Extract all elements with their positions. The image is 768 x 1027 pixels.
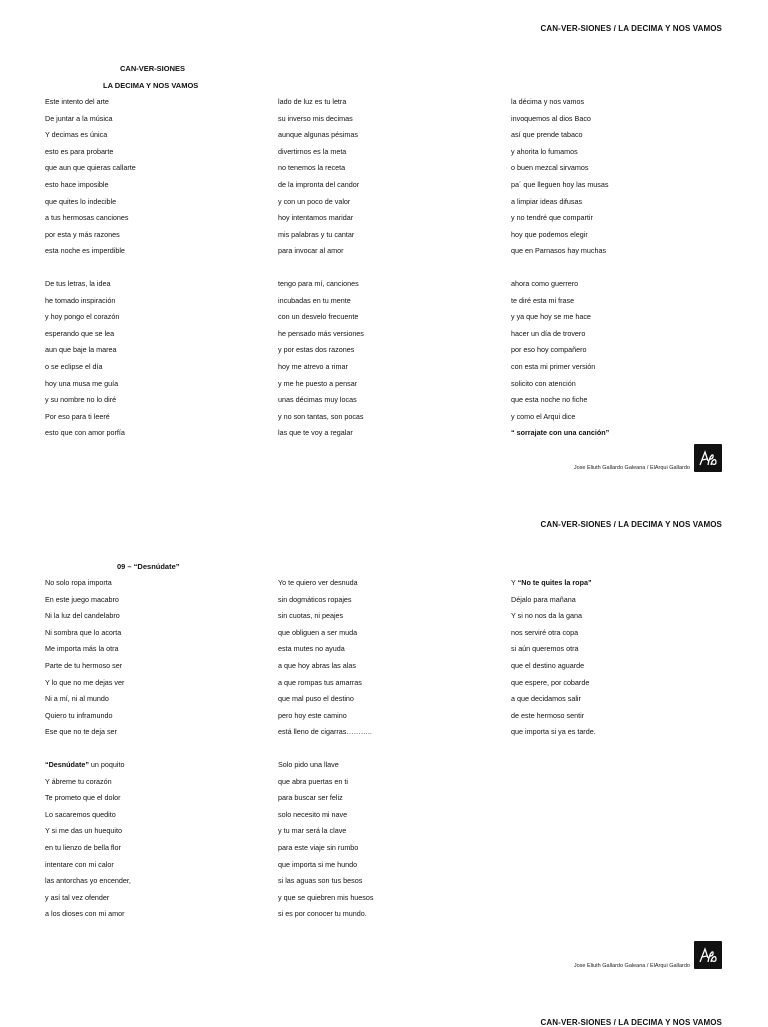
verse-line: nos serviré otra copa: [511, 627, 579, 637]
verse-line: sin dogmáticos ropajes: [278, 594, 352, 604]
verse-line: en tu lienzo de bella flor: [45, 842, 121, 852]
verse-line: De tus letras, la idea: [45, 278, 111, 288]
page-header: CAN-VER-SIONES / LA DECIMA Y NOS VAMOS: [540, 520, 722, 529]
verse-line: Parte de tu hermoso ser: [45, 660, 123, 670]
verse-line: Y decimas es única: [45, 130, 108, 140]
verse-line: esta mutes no ayuda: [278, 644, 345, 654]
author-credit: Jose Eliuth Gallardo Galeana / ElArqui Gallardo: [573, 465, 690, 471]
song-title: 09 – “Desnúdate”: [117, 562, 180, 571]
verse-text: un poquito: [88, 759, 125, 769]
verse-line: y tu mar será la clave: [278, 826, 347, 836]
verse-line: mis palabras y tu cantar: [278, 229, 355, 239]
poem-column-3: [511, 94, 731, 442]
verse-line: no tenemos la receta: [278, 163, 346, 173]
signature-logo-icon: [696, 446, 720, 470]
verse-line: Solo pido una llave: [278, 759, 339, 769]
verse-line: está lleno de cigarras………..: [278, 727, 372, 737]
stanza-gap: [278, 741, 498, 757]
verse-line: y me he puesto a pensar: [278, 378, 358, 388]
stanza-gap: [511, 260, 731, 276]
author-credit: Jose Eliuth Gallardo Galeana / ElArqui Gallardo: [573, 963, 690, 969]
verse-line: Este intento del arte: [45, 97, 109, 106]
verse-line: hoy intentamos maridar: [278, 213, 354, 223]
poem-column-2: [278, 94, 498, 442]
verse-line: Me importa más la otra: [45, 644, 119, 654]
verse-line: Y si no nos da la gana: [511, 611, 582, 621]
verse-line: Yo te quiero ver desnuda: [278, 578, 358, 587]
verse-line: así que prende tabaco: [511, 130, 583, 140]
section-title: CAN-VER-SIONES: [120, 64, 186, 73]
verse-line: he pensado más versiones: [278, 328, 364, 338]
verse-line: Y ábreme tu corazón: [45, 776, 112, 786]
verse-line: tengo para mí, canciones: [278, 278, 359, 288]
verse-line: solicito con atención: [511, 378, 576, 388]
verse-line: Ni sombra que lo acorta: [45, 627, 122, 637]
poem-column-1: [45, 94, 265, 442]
verse-line: solo necesito mi nave: [278, 809, 348, 819]
verse-line: y no son tantas, son pocas: [278, 411, 364, 421]
verse-line: hacer un día de trovero: [511, 328, 586, 338]
verse-line: pa´ que lleguen hoy las musas: [511, 179, 609, 189]
verse-line: para este viaje sin rumbo: [278, 842, 359, 852]
verse-line: aunque algunas pésimas: [278, 130, 358, 140]
verse-line: esta noche es imperdible: [45, 246, 125, 256]
verse-line: a que rompas tus amarras: [278, 677, 362, 687]
verse-line: Y si me das un huequito: [45, 826, 122, 836]
verse-line: hoy una musa me guía: [45, 378, 119, 388]
verse-line: incubadas en tu mente: [278, 295, 351, 305]
verse-line: aun que baje la marea: [45, 345, 117, 355]
verse-line: a los dioses con mi amor: [45, 909, 125, 919]
emphasis-text: “No te quites la ropa”: [517, 578, 592, 587]
verse-line: y como el Arqui dice: [511, 411, 576, 421]
verse-line: que mal puso el destino: [278, 694, 354, 704]
verse-line: a tus hermosas canciones: [45, 213, 129, 223]
verse-line: que obliguen a ser muda: [278, 627, 358, 637]
verse-line: esto que con amor porfía: [45, 428, 125, 438]
verse-line: De juntar a la música: [45, 113, 113, 123]
verse-line: hoy que podemos elegir: [511, 229, 588, 239]
verse-line: unas décimas muy locas: [278, 395, 357, 405]
verse-line: esperando que se lea: [45, 328, 115, 338]
verse-line: y su nombre no lo diré: [45, 395, 117, 405]
verse-line: que abra puertas en ti: [278, 776, 348, 786]
verse-line: o se eclipse el día: [45, 361, 103, 371]
verse-line: si es por conocer tu mundo.: [278, 909, 367, 919]
page-1: [0, 0, 768, 490]
verse-line: que en Parnasos hay muchas: [511, 246, 607, 256]
poem-column-1: [45, 575, 265, 923]
verse-line: Ni a mí, ni al mundo: [45, 694, 109, 704]
verse-line: las que te voy a regalar: [278, 428, 353, 438]
verse-line: No solo ropa importa: [45, 578, 112, 587]
verse-line: Ese que no te deja ser: [45, 727, 117, 737]
author-logo: [694, 444, 722, 472]
verse-line: para invocar al amor: [278, 246, 344, 256]
verse-line: y con un poco de valor: [278, 196, 351, 206]
verse-line: y así tal vez ofender: [45, 892, 110, 902]
verse-line: [511, 575, 731, 592]
verse-line: lado de luz es tu letra: [278, 97, 347, 106]
verse-line: Déjalo para mañana: [511, 594, 576, 604]
verse-line: sin cuotas, ni peajes: [278, 611, 344, 621]
verse-line: que el destino aguarde: [511, 660, 585, 670]
verse-line: pero hoy este camino: [278, 710, 347, 720]
verse-line: la décima y nos vamos: [511, 97, 585, 106]
poem-column-2: [278, 575, 498, 923]
verse-line: a que hoy abras las alas: [278, 660, 356, 670]
section-subtitle: LA DECIMA Y NOS VAMOS: [103, 81, 199, 90]
verse-line: ahora como guerrero: [511, 278, 579, 288]
verse-line: invoquemos al dios Baco: [511, 113, 591, 123]
verse-line: que espere, por cobarde: [511, 677, 590, 687]
verse-line: Te prometo que el dolor: [45, 793, 121, 803]
page-2: [0, 490, 768, 985]
verse-line: Ni la luz del candelabro: [45, 611, 120, 621]
verse-line: y por estas dos razones: [278, 345, 355, 355]
verse-line: En este juego macabro: [45, 594, 119, 604]
verse-line: las antorchas yo encender,: [45, 876, 131, 886]
verse-line: que importa si me hundo: [278, 859, 358, 869]
verse-line: a limpiar ideas difusas: [511, 196, 583, 206]
verse-line: que importa si ya es tarde.: [511, 727, 596, 737]
verse-line: esto hace imposible: [45, 179, 109, 189]
verse-line: o buen mezcal sirvamos: [511, 163, 589, 173]
verse-line: Quiero tu inframundo: [45, 710, 113, 720]
verse-line: Por eso para ti leeré: [45, 411, 110, 421]
verse-line: Lo sacaremos quedito: [45, 809, 116, 819]
verse-line: de la impronta del candor: [278, 179, 360, 189]
verse-line: y no tendré que compartir: [511, 213, 593, 223]
verse-line: que aun que quieras callarte: [45, 163, 136, 173]
emphasis-text: “Desnúdate”: [45, 759, 89, 769]
verse-line: “ sorrajate con una canción”: [511, 428, 610, 438]
verse-line: para buscar ser feliz: [278, 793, 343, 803]
verse-line: y ya que hoy se me hace: [511, 312, 591, 322]
verse-line: [45, 757, 265, 774]
verse-line: a que decidamos salir: [511, 694, 581, 704]
verse-line: de este hermoso sentir: [511, 710, 585, 720]
page-3: [0, 985, 768, 1027]
page-header: CAN-VER-SIONES / LA DECIMA Y NOS VAMOS: [540, 1018, 722, 1027]
verse-line: si las aguas son tus besos: [278, 876, 363, 886]
verse-line: su inverso mis decimas: [278, 113, 353, 123]
verse-line: divertirnos es la meta: [278, 146, 347, 156]
verse-line: he tomado inspiración: [45, 295, 116, 305]
stanza-gap: [278, 260, 498, 276]
verse-line: hoy me atrevo a rimar: [278, 361, 348, 371]
verse-line: con esta mi primer versión: [511, 361, 596, 371]
verse-line: y hoy pongo el corazón: [45, 312, 120, 322]
page-header: CAN-VER-SIONES / LA DECIMA Y NOS VAMOS: [540, 24, 722, 33]
verse-line: por eso hoy compañero: [511, 345, 587, 355]
stanza-gap: [45, 260, 265, 276]
poem-column-3: [511, 575, 731, 741]
verse-line: por esta y más razones: [45, 229, 120, 239]
verse-line: que quites lo indecible: [45, 196, 117, 206]
verse-line: que esta noche no fiche: [511, 395, 588, 405]
verse-line: con un desvelo frecuente: [278, 312, 359, 322]
verse-text: Y: [511, 578, 518, 587]
verse-line: y ahorita lo fumamos: [511, 146, 578, 156]
signature-logo-icon: [696, 943, 720, 967]
verse-line: Y lo que no me dejas ver: [45, 677, 125, 687]
stanza-gap: [45, 741, 265, 757]
verse-line: esto es para probarte: [45, 146, 114, 156]
verse-line: intentare con mi calor: [45, 859, 114, 869]
verse-line: si aún queremos otra: [511, 644, 579, 654]
verse-line: te diré esta mi frase: [511, 295, 575, 305]
author-logo: [694, 941, 722, 969]
verse-line: y que se quiebren mis huesos: [278, 892, 374, 902]
